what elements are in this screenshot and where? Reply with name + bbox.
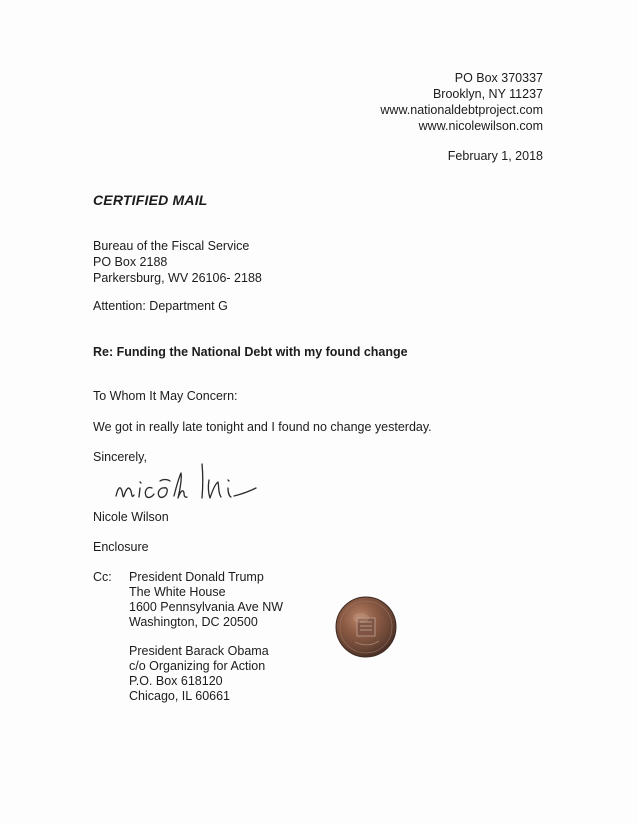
cc-recipient-city: Chicago, IL 60661 [129,689,231,703]
signer-name: Nicole Wilson [93,510,169,524]
cc-recipient-name: President Barack Obama [129,644,269,658]
salutation: To Whom It May Concern: [93,389,238,403]
letter-body: We got in really late tonight and I found no change yesterday. [93,420,432,434]
cc-recipient-line-2: c/o Organizing for Action [129,659,266,673]
handwritten-signature [110,458,275,508]
cc-recipient-city: Washington, DC 20500 [129,615,258,629]
recipient-po-box: PO Box 2188 [93,255,168,269]
sender-website-1: www.nationaldebtproject.com [380,103,543,117]
recipient-organization: Bureau of the Fiscal Service [93,239,250,253]
closing: Sincerely, [93,450,147,464]
cc-recipient-1 [129,570,283,630]
cc-recipient-street: P.O. Box 618120 [129,674,223,688]
cc-label: Cc: [93,570,112,584]
sender-po-box: PO Box 370337 [454,71,543,85]
subject-line: Re: Funding the National Debt with my found change [93,345,408,359]
cc-recipient-line-2: The White House [129,585,226,599]
enclosure-note: Enclosure [93,540,149,554]
sender-address [380,71,543,135]
cc-recipient-name: President Donald Trump [129,570,264,584]
recipient-address [93,239,262,287]
letter-date: February 1, 2018 [447,149,543,163]
cc-recipient-street: 1600 Pennsylvania Ave NW [129,600,284,614]
sender-city: Brooklyn, NY 11237 [432,87,543,101]
recipient-city: Parkersburg, WV 26106- 2188 [93,271,262,285]
sender-website-2: www.nicolewilson.com [418,119,543,133]
attention-line: Attention: Department G [93,299,228,313]
mail-type-heading: CERTIFIED MAIL [93,192,208,208]
penny-coin-image [335,596,397,658]
cc-recipient-2 [129,644,269,704]
